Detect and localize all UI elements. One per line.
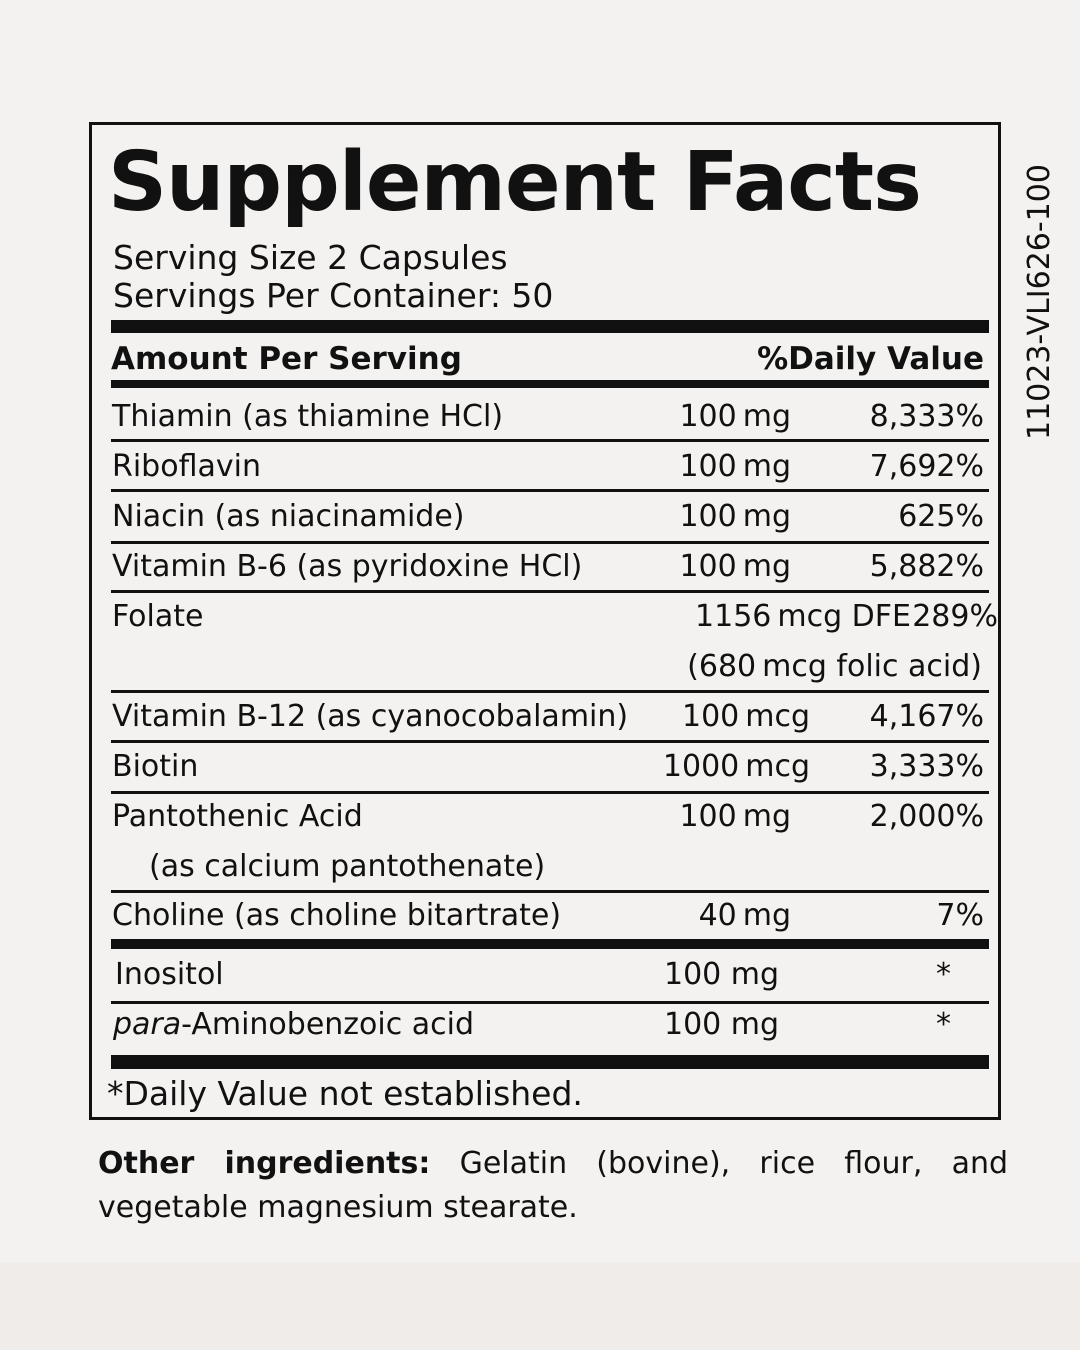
daily-value-header: %Daily Value (757, 341, 984, 377)
nutrient-name: Folate (112, 599, 204, 634)
nutrient-amount: 100 mg (679, 499, 791, 534)
nutrient-daily-value: 7% (936, 898, 984, 933)
nutrient-daily-value: 3,333% (869, 749, 984, 784)
product-code: 11023-VLI626-100 (1022, 164, 1057, 440)
nutrient-daily-value: 625% (898, 499, 984, 534)
nutrient-amount: 100 mg (679, 549, 791, 584)
other-ingredients-text: Gelatin (bovine), rice flour, and vegetable magnesium stearate. (98, 1146, 1009, 1225)
nutrient-amount: 100 mg (679, 799, 791, 834)
thick-divider (111, 320, 989, 333)
nutrient-name (113, 1005, 474, 1045)
nutrient-name-prefix: para (113, 1007, 182, 1042)
nutrient-daily-value: * (936, 1007, 951, 1042)
footnote: *Daily Value not established. (107, 1074, 583, 1113)
nutrient-daily-value: 5,882% (869, 549, 984, 584)
nutrient-name: Choline (as choline bitartrate) (112, 898, 562, 933)
nutrient-amount: 1156 mcg DFE (695, 599, 911, 634)
nutrient-amount: 100 mg (679, 449, 791, 484)
row-divider (111, 740, 989, 743)
nutrient-name: Niacin (as niacinamide) (112, 499, 465, 534)
nutrient-amount: 100 mg (679, 399, 791, 434)
nutrient-name: Riboflavin (112, 449, 261, 484)
thick-divider (111, 1055, 989, 1069)
nutrient-amount: 100 mcg (681, 699, 810, 734)
serving-size: Serving Size 2 Capsules (113, 238, 508, 277)
nutrient-amount: 100 mg (664, 1007, 780, 1042)
nutrient-subnote: (680 mcg folic acid) (687, 649, 982, 684)
nutrient-name: Vitamin B-6 (as pyridoxine HCl) (112, 549, 583, 584)
nutrient-subnote: (as calcium pantothenate) (149, 849, 546, 884)
nutrient-name-text: -Aminobenzoic acid (181, 1007, 475, 1042)
nutrient-daily-value: 7,692% (869, 449, 984, 484)
row-divider (111, 690, 989, 693)
nutrient-amount: 40 mg (698, 898, 791, 933)
row-divider (111, 890, 989, 893)
thick-divider (111, 939, 989, 949)
nutrient-name: Pantothenic Acid (112, 799, 363, 834)
nutrient-name: Inositol (115, 957, 224, 992)
nutrient-daily-value: * (936, 957, 951, 992)
other-ingredients-label: Other ingredients: (98, 1146, 431, 1181)
row-divider (111, 439, 989, 442)
row-divider (111, 791, 989, 794)
nutrient-daily-value: 289% (912, 599, 998, 634)
nutrient-daily-value: 8,333% (869, 399, 984, 434)
amount-per-serving-header: Amount Per Serving (111, 341, 462, 377)
row-divider (111, 590, 989, 593)
nutrient-daily-value: 4,167% (869, 699, 984, 734)
nutrient-name: Vitamin B-12 (as cyanocobalamin) (112, 699, 629, 734)
panel-title: Supplement Facts (108, 135, 921, 230)
nutrient-name: Thiamin (as thiamine HCl) (112, 399, 504, 434)
nutrient-amount: 100 mg (664, 957, 780, 992)
row-divider (111, 541, 989, 544)
row-divider (111, 1001, 989, 1004)
servings-per-container: Servings Per Container: 50 (113, 276, 554, 315)
nutrient-name: Biotin (112, 749, 199, 784)
nutrient-amount: 1000 mcg (662, 749, 810, 784)
row-divider (111, 489, 989, 492)
header-divider (111, 380, 989, 388)
supplement-facts-panel (89, 122, 1001, 1120)
other-ingredients (98, 1142, 1008, 1230)
bottom-band (0, 1262, 1080, 1350)
nutrient-daily-value: 2,000% (869, 799, 984, 834)
